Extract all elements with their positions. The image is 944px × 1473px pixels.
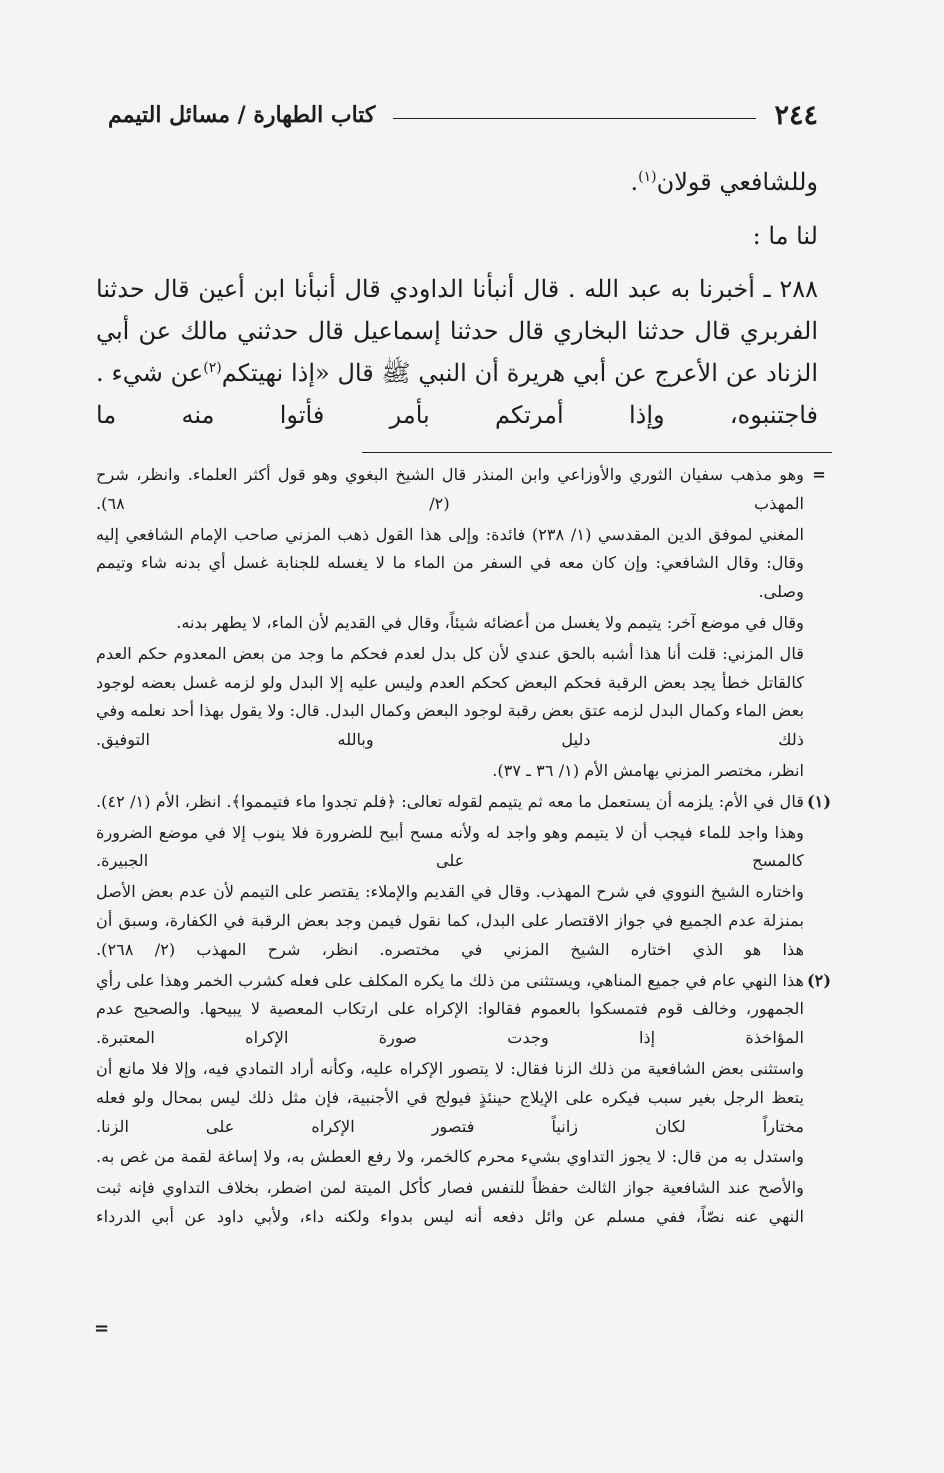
- footnote-line: انظر، مختصر المزني بهامش الأم (١/ ٣٦ ـ ٣٧).: [492, 760, 804, 780]
- header-rule: [393, 118, 756, 119]
- footnote-line: وهذا واجد للماء فيجب أن لا يتيمم وهو واجد له ولأنه مسح أبيح للضرورة فلا ينوب إلا في موضع الضرورة كالمسح على الجبيرة.: [96, 822, 804, 871]
- continuation-marker: =: [812, 465, 826, 484]
- main-paragraph-start: ٢٨٨ ـ أخبرنا به عبد الله . قال أنبأنا الداودي قال أنبأنا ابن أعين قال حدثنا الفربري قال حدثنا البخاري قال حدثنا إسماعيل قال حدثني مالك عن أبي الزناد عن الأعرج عن أبي هريرة أن النبي ﷺ قال «إذا نهيتكم: [96, 275, 819, 387]
- footnote-2-marker: (٢): [806, 970, 832, 990]
- footnote-line: والأصح عند الشافعية جواز الثالث حفظاً للنفس فصار كأكل الميتة لمن اضطر، بخلاف التداوي فإنه ثبت النهي عنه نصّاً، ففي مسلم عن وائل دفعه أنه ليس بدواء ولكنه داء، ولأبي داود عن أبي الدرداء: [96, 1178, 804, 1226]
- main-paragraph-end: عن شيء . فاجتنبوه، وإذا أمرتكم بأمر فأتوا منه ما: [96, 359, 818, 429]
- main-line-1-end: .: [630, 168, 639, 196]
- running-title: كتاب الطهارة / مسائل التيمم: [108, 102, 376, 128]
- main-text: [96, 160, 832, 436]
- footnote-line: وهو مذهب سفيان الثوري والأوزاعي وابن المنذر قال الشيخ البغوي وهو قول أكثر العلماء. وانظر، شرح المهذب (٢/ ٦٨).: [96, 465, 804, 513]
- footnote-2: [96, 967, 832, 1232]
- footnote-ref-1: (١): [638, 169, 657, 185]
- page-number: ٢٤٤: [774, 99, 818, 131]
- main-paragraph: [96, 268, 818, 436]
- footnote-continuation: [96, 461, 832, 786]
- footnotes: [96, 461, 832, 1232]
- footnote-1: [96, 788, 832, 965]
- footnote-line: هذا النهي عام في جميع المناهي، ويستثنى من ذلك ما يكره المكلف على فعله كشرب الخمر وهذا على رأي الجمهور، وخالف قوم فتمسكوا بالعموم فقالوا: الإكراه على ارتكاب المعصية لا يبيحها. والصحيح عدم المؤاخذة إذا وجدت صورة الإكراه المعتبرة.: [96, 970, 804, 1048]
- footnote-line: وقال في موضع آخر: يتيمم ولا يغسل من أعضائه شيئاً، وقال في القديم لأن الماء، لا يطهر بدنه.: [176, 612, 804, 632]
- page-header: [96, 92, 832, 138]
- footnote-line: قال في الأم: يلزمه أن يستعمل ما معه ثم يتيمم لقوله تعالى: ﴿فلم تجدوا ماء فتيمموا﴾. انظر، الأم (١/ ٤٢).: [96, 791, 804, 811]
- footnote-1-marker: (١): [806, 791, 832, 811]
- footnote-ref-2: (٢): [203, 360, 222, 376]
- main-line-2: لنا ما :: [752, 222, 818, 250]
- footnote-line: المغني لموفق الدين المقدسي (١/ ٢٣٨) فائدة: وإلى هذا القول ذهب المزني صاحب الإمام الشافعي إليه وقال: وقال الشافعي: وإن كان معه في السفر من الماء ما لا يغسله للجنابة غسل أي بدنه شاء وتيمم وصلى.: [96, 524, 804, 602]
- footnote-rule: [362, 452, 832, 453]
- continuation-trail-marker: =: [94, 1318, 110, 1339]
- footnote-line: قال المزني: قلت أنا هذا أشبه بالحق عندي لأن كل بدل لعدم فحكم ما وجد من بعض المعدوم حكم العدم كالقاتل خطأ يجد بعض الرقبة فحكم البعض كحكم العدم وليس عليه إلا البدل ولو لزمه غسل بعضه لوجود بعض الماء وكمال البدل لزمه عتق بعض رقبة لوجود البعض وكمال البدل. قال: ولا يقول بهذا أحد نعلمه وفي ذلك دليل وبالله التوفيق.: [96, 643, 804, 750]
- main-line-1: [96, 160, 818, 204]
- main-line-1-text: وللشافعي قولان: [656, 168, 818, 196]
- footnote-line: واختاره الشيخ النووي في شرح المهذب. وقال في القديم والإملاء: يقتصر على التيمم لأن عدم بعض الأصل بمنزلة عدم الجميع في جواز الاقتصار على البدل، كما نقول فيمن وجد بعض الرقبة في الكفارة، وسبق أن هذا هو الذي اختاره الشيخ المزني في مختصره. انظر، شرح المهذب (٢/ ٢٦٨).: [96, 882, 804, 959]
- footnote-line: واستدل به من قال: لا يجوز التداوي بشيء محرم كالخمر، ولا رفع العطش به، ولا إساغة لقمة من غص به.: [96, 1147, 804, 1167]
- footnote-line: واستثنى بعض الشافعية من ذلك الزنا فقال: لا يتصور الإكراه عليه، وكأنه أراد التمادي فيه، وإلا فلا مانع أن يتعظ الرجل بغير سبب فيكره على الإيلاج حينئذٍ فيولج في الأجنبية، فإن مثل ذلك ليس بمحال ولو فعله مختاراً لكان زانياً فتصور الإكراه على الزنا.: [96, 1058, 804, 1136]
